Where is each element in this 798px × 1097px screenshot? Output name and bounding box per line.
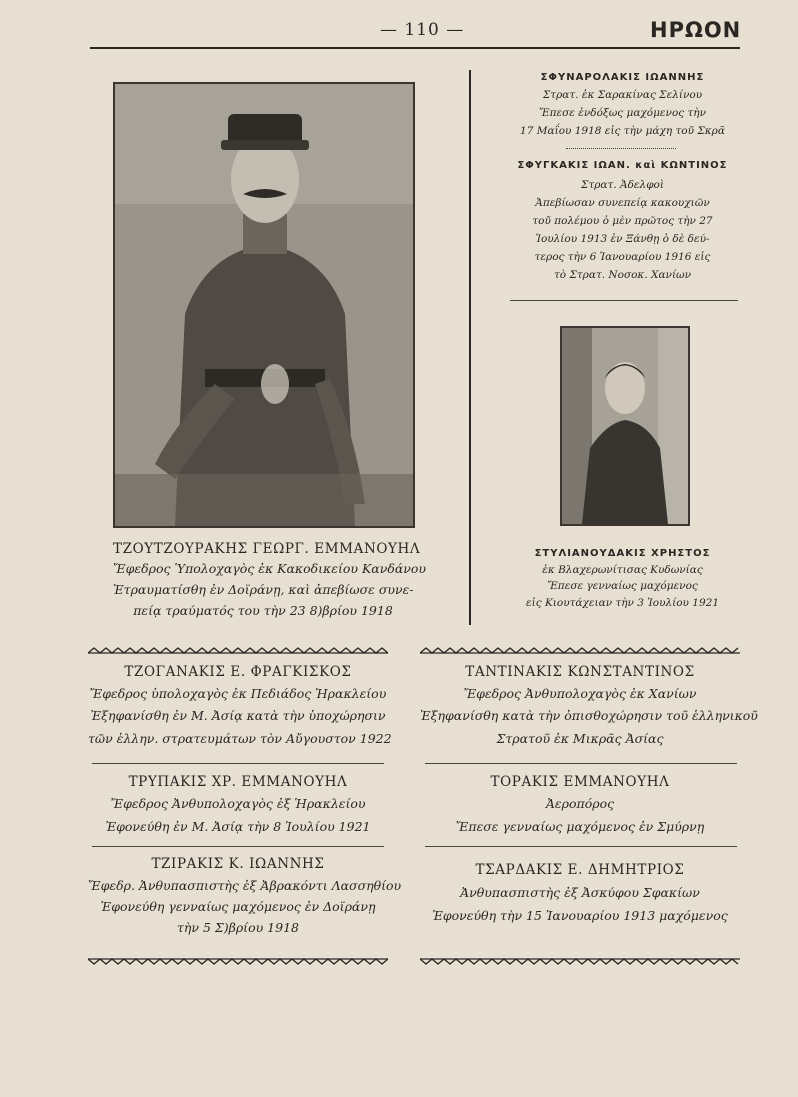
left-entry-3-line-3: τὴν 5 Σ)βρίου 1918 — [176, 920, 299, 935]
right-entry-separator-1 — [425, 763, 737, 764]
right-top-entry-2-line-3: τοῦ πολέμου ὁ μὲν πρῶτος τὴν 27 — [532, 215, 713, 227]
right-top-entry-1-name: ΣΦΥΝΑΡΟΛΑΚΙΣ ΙΩΑΝΝΗΣ — [540, 72, 705, 83]
page-number: — 110 — — [380, 20, 465, 40]
left-entry-1-line-2: Ἐξηφανίσθη ἐν Μ. Ἀσίᾳ κατὰ τὴν ὑποχώρησιν — [90, 708, 386, 723]
small-entry-line-2: Ἔπεσε γενναίως μαχόμενος — [547, 580, 698, 592]
page-header-title: ΗΡΩΟΝ — [650, 18, 742, 42]
small-entry-name: ΣΤΥΛΙΑΝΟΥΔΑΚΙΣ ΧΡΗΣΤΟΣ — [534, 548, 711, 559]
main-entry-line-1: Ἔφεδρος Ὑπολοχαγὸς ἐκ Κακοδικείου Κανδάνου — [113, 561, 427, 576]
right-top-entry-1-line-1: Στρατ. ἐκ Σαρακίνας Σελίνου — [542, 89, 703, 101]
right-entry-3-line-1: Ἀνθυπασπιστὴς ἐξ Ἀσκύφου Σφακίων — [460, 885, 700, 900]
right-entry-2-name: ΤΟΡΑΚΙΣ ΕΜΜΑΝΟΥΗΛ — [490, 774, 670, 790]
left-entry-3-name: ΤΖΙΡΑΚΙΣ Κ. ΙΩΑΝΝΗΣ — [151, 856, 325, 872]
right-entry-1-line-2: Ἐξηφανίσθη κατὰ τὴν ὀπισθοχώρησιν τοῦ ἑλληνικοῦ — [420, 708, 758, 723]
small-entry-line-1: ἐκ Βλαχερωνίτισας Κυδωνίας — [542, 564, 703, 576]
right-entry-1-name: ΤΑΝΤΙΝΑΚΙΣ ΚΩΝΣΤΑΝΤΙΝΟΣ — [465, 664, 695, 680]
right-entry-3-name: ΤΣΑΡΔΑΚΙΣ Ε. ΔΗΜΗΤΡΙΟΣ — [475, 862, 685, 878]
left-entry-separator-2 — [92, 846, 384, 847]
main-entry-name: ΤΖΟΥΤΖΟΥΡΑΚΗΣ ΓΕΩΡΓ. ΕΜΜΑΝΟΥΗΛ — [113, 541, 421, 557]
right-entry-2-line-2: Ἔπεσε γενναίως μαχόμενος ἐν Σμύρνῃ — [455, 819, 705, 834]
portrait-photo-small — [560, 326, 690, 526]
section-rule — [510, 300, 738, 301]
small-entry-line-3: εἰς Κιουτάχειαν τὴν 3 Ἰουλίου 1921 — [525, 597, 719, 609]
left-entry-2-line-1: Ἔφεδρος Ἀνθυπολοχαγὸς ἐξ Ἡρακλείου — [110, 796, 366, 811]
left-entry-1-name: ΤΖΟΓΑΝΑΚΙΣ Ε. ΦΡΑΓΚΙΣΚΟΣ — [124, 664, 352, 680]
ornament-border-right-bottom — [420, 952, 740, 966]
right-entry-2-line-1: Ἀεροπόρος — [545, 796, 615, 811]
left-entry-1-line-3: τῶν ἑλλην. στρατευμάτων τὸν Αὔγουστον 1922 — [88, 731, 392, 746]
right-top-entry-2-line-5: τερος τὴν 6 Ἰανουαρίου 1916 εἰς — [534, 251, 711, 263]
right-top-entry-1-line-2: Ἔπεσε ἐνδόξως μαχόμενος τὴν — [539, 107, 706, 119]
ornament-border-right-top — [420, 646, 740, 660]
left-entry-1-line-1: Ἔφεδρος ὑπολοχαγὸς ἐκ Πεδιάδος Ἡρακλείου — [89, 686, 387, 701]
main-entry-line-3: πείᾳ τραύματός του τὴν 23 8)βρίου 1918 — [133, 603, 393, 618]
right-entry-1-line-1: Ἔφεδρος Ἀνθυπολοχαγὸς ἐκ Χανίων — [463, 686, 697, 701]
left-entry-3-line-2: Ἐφονεύθη γενναίως μαχόμενος ἐν Δοϊράνῃ — [100, 899, 376, 914]
ornament-border-left-bottom — [88, 952, 388, 966]
left-entry-3-line-1: Ἔφεδρ. Ἀνθυπασπιστὴς ἐξ Ἀβρακόντι Λασσηθίου — [88, 878, 402, 893]
main-entry-line-2: Ἐτραυματίσθη ἐν Δοϊράνῃ, καὶ ἀπεβίωσε συνε- — [113, 582, 414, 597]
right-top-entry-2-line-4: Ἰουλίου 1913 ἐν Ξάνθῃ ὁ δὲ δεύ- — [535, 233, 710, 245]
left-entry-separator-1 — [92, 763, 384, 764]
header-rule — [90, 47, 740, 49]
right-top-entry-2-line-6: τὸ Στρατ. Νοσοκ. Χανίων — [553, 269, 692, 281]
right-top-entry-2-line-2: Ἀπεβίωσαν συνεπείᾳ κακουχιῶν — [535, 197, 710, 209]
left-entry-2-name: ΤΡΥΠΑΚΙΣ ΧΡ. ΕΜΜΑΝΟΥΗΛ — [128, 774, 348, 790]
ornament-border-left-top — [88, 646, 388, 660]
column-divider — [469, 70, 471, 625]
dotted-separator — [566, 148, 676, 149]
right-entry-separator-2 — [425, 846, 737, 847]
right-entry-1-line-3: Στρατοῦ ἐκ Μικρᾶς Ἀσίας — [496, 731, 664, 746]
right-top-entry-1-line-3: 17 Μαΐου 1918 εἰς τὴν μάχη τοῦ Σκρᾶ — [520, 125, 725, 137]
portrait-photo-main — [113, 82, 415, 528]
left-entry-2-line-2: Ἐφονεύθη ἐν Μ. Ἀσίᾳ τὴν 8 Ἰουλίου 1921 — [105, 819, 371, 834]
right-top-entry-2-line-1: Στρατ. Ἀδελφοὶ — [581, 179, 664, 191]
right-top-entry-2-name: ΣΦΥΓΚΑΚΙΣ ΙΩΑΝ. καὶ ΚΩΝΤΙΝΟΣ — [517, 160, 728, 171]
right-entry-3-line-2: Ἐφονεύθη τὴν 15 Ἰανουαρίου 1913 μαχόμενος — [432, 908, 728, 923]
